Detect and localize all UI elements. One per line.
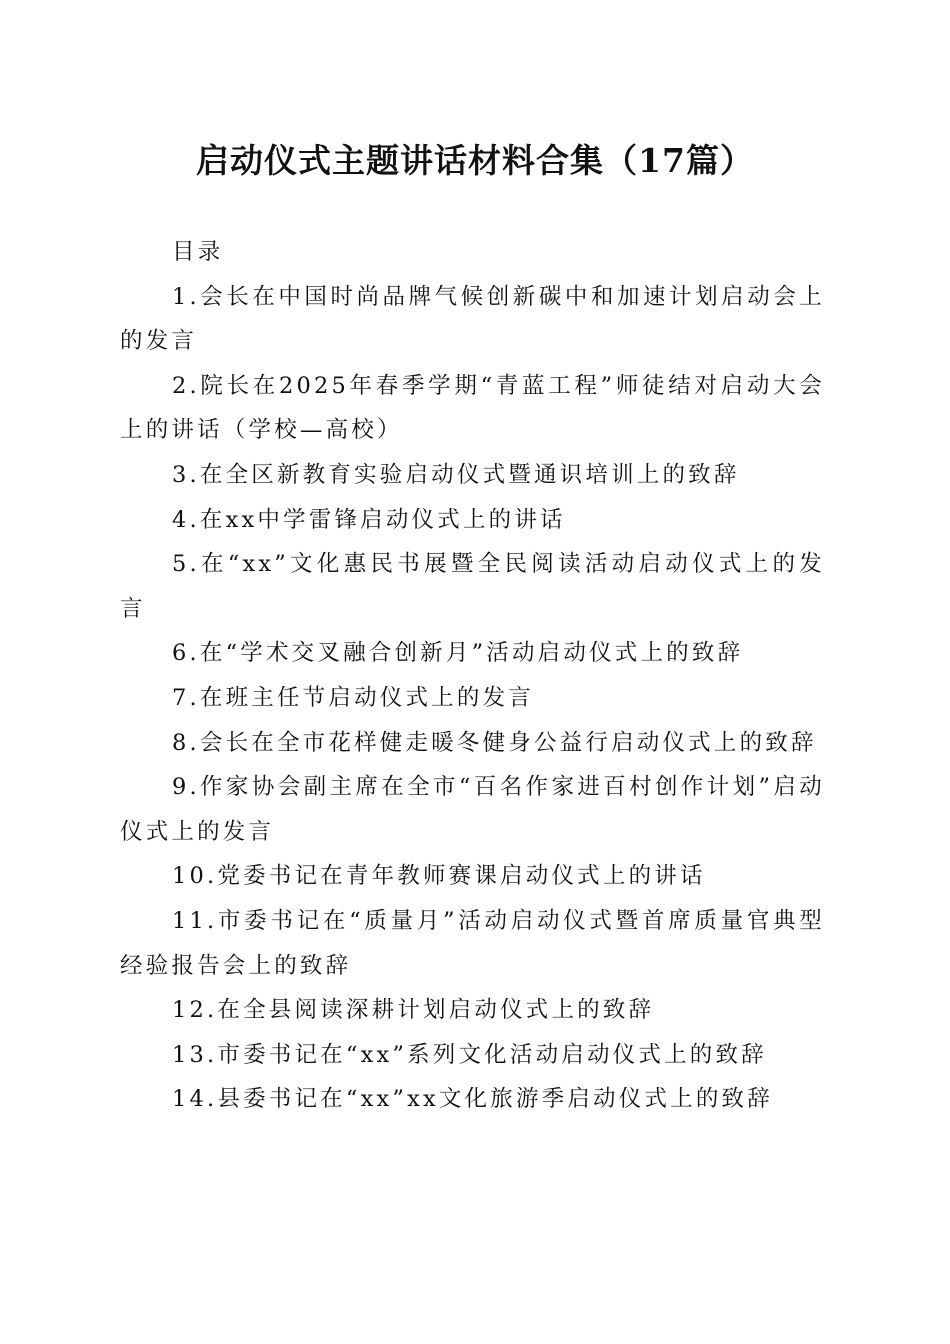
- table-of-contents: [120, 230, 825, 1122]
- document-title: 启动仪式主题讲话材料合集（17篇）: [196, 141, 754, 180]
- toc-item-4: 4.在xx中学雷锋启动仪式上的讲话: [172, 506, 566, 533]
- toc-item-5: 5.在“xx”文化惠民书展暨全民阅读活动启动仪式上的发言: [120, 551, 825, 622]
- toc-list: [120, 275, 825, 1122]
- toc-item-13: 13.市委书记在“xx”系列文化活动启动仪式上的致辞: [172, 1041, 767, 1068]
- toc-item-9: 9.作家协会副主席在全市“百名作家进百村创作计划”启动仪式上的发言: [120, 774, 825, 845]
- toc-item-7: 7.在班主任节启动仪式上的发言: [172, 684, 534, 711]
- toc-item-14: 14.县委书记在“xx”xx文化旅游季启动仪式上的致辞: [172, 1086, 773, 1113]
- toc-item-6: 6.在“学术交叉融合创新月”活动启动仪式上的致辞: [172, 640, 744, 667]
- toc-item-12: 12.在全县阅读深耕计划启动仪式上的致辞: [172, 997, 655, 1024]
- toc-heading: 目录: [172, 239, 224, 265]
- toc-item-3: 3.在全区新教育实验启动仪式暨通识培训上的致辞: [172, 461, 740, 488]
- toc-item-2: 2.院长在2025年春季学期“青蓝工程”师徒结对启动大会上的讲话（学校—高校）: [120, 372, 825, 444]
- toc-item-10: 10.党委书记在青年教师赛课启动仪式上的讲话: [172, 863, 706, 890]
- toc-item-11: 11.市委书记在“质量月”活动启动仪式暨首席质量官典型经验报告会上的致辞: [120, 907, 825, 979]
- toc-item-8: 8.会长在全市花样健走暖冬健身公益行启动仪式上的致辞: [172, 729, 817, 756]
- toc-item-1: 1.会长在中国时尚品牌气候创新碳中和加速计划启动会上的发言: [120, 283, 825, 355]
